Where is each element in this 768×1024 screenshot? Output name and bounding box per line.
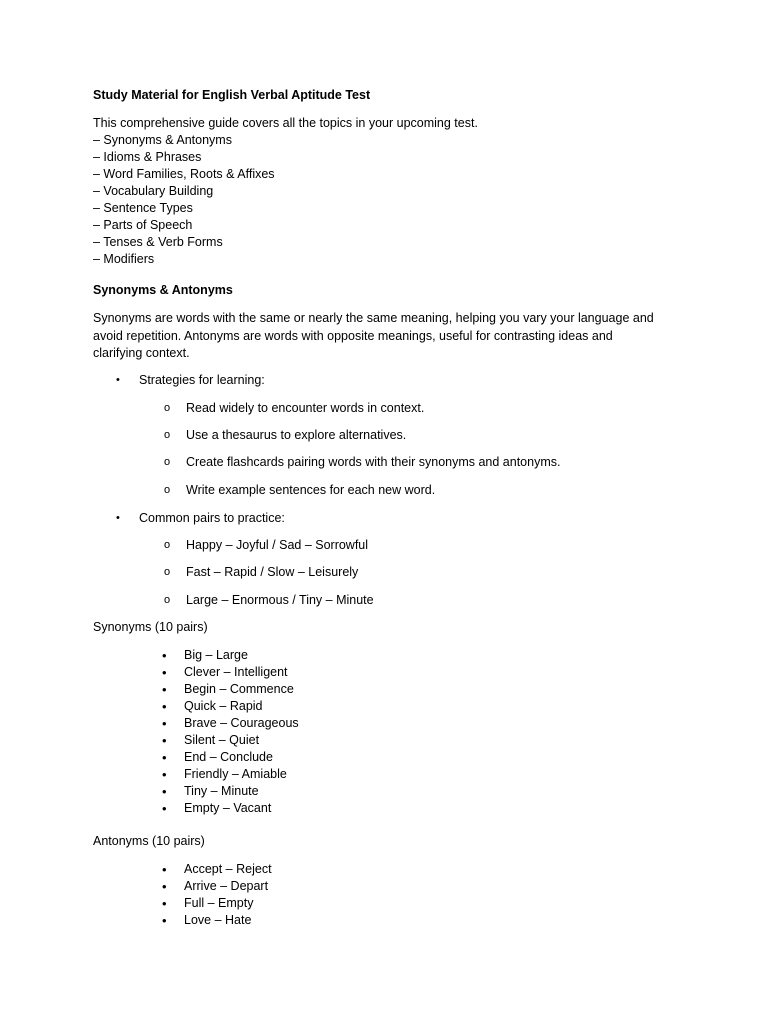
- bullet-icon: •: [162, 879, 167, 894]
- bullet-icon: •: [116, 374, 120, 386]
- common-pairs-label: Common pairs to practice:: [139, 511, 285, 525]
- synonym-text: Silent – Quiet: [184, 733, 260, 747]
- antonym-text: Full – Empty: [184, 896, 254, 910]
- list-item: [162, 664, 299, 681]
- synonym-text: Begin – Commence: [184, 682, 294, 696]
- bullet-icon: •: [162, 699, 167, 714]
- topic-item: – Idioms & Phrases: [93, 150, 202, 164]
- antonyms-label: Antonyms (10 pairs): [93, 834, 205, 848]
- synonym-text: End – Conclude: [184, 750, 273, 764]
- list-item: [164, 537, 369, 554]
- antonym-text: Love – Hate: [184, 913, 252, 927]
- list-item: [162, 783, 299, 800]
- list-item: [164, 482, 436, 499]
- bullet-icon: •: [162, 801, 167, 816]
- common-pair-text: Large – Enormous / Tiny – Minute: [186, 593, 374, 607]
- synonyms-label: Synonyms (10 pairs): [93, 620, 208, 634]
- antonym-list: [162, 861, 272, 929]
- synonym-text: Empty – Vacant: [184, 801, 272, 815]
- section-heading: Synonyms & Antonyms: [93, 283, 233, 297]
- strategy-text: Read widely to encounter words in context.: [186, 401, 425, 415]
- circle-bullet-icon: o: [164, 484, 171, 496]
- topic-item: – Sentence Types: [93, 201, 193, 215]
- paragraph-line: Synonyms are words with the same or nearly the same meaning, helping you vary your language and: [93, 311, 654, 325]
- circle-bullet-icon: o: [164, 429, 171, 441]
- list-item: [116, 510, 285, 527]
- strategy-text: Use a thesaurus to explore alternatives.: [186, 428, 407, 442]
- topic-item: – Tenses & Verb Forms: [93, 235, 223, 249]
- bullet-icon: •: [116, 512, 120, 524]
- antonym-text: Arrive – Depart: [184, 879, 269, 893]
- circle-bullet-icon: o: [164, 456, 171, 468]
- section-paragraph: [93, 310, 683, 363]
- circle-bullet-icon: o: [164, 594, 171, 606]
- bullet-icon: •: [162, 665, 167, 680]
- list-item: [162, 647, 299, 664]
- list-item: [162, 749, 299, 766]
- paragraph-line: avoid repetition. Antonyms are words with opposite meanings, useful for contrasting ideas and: [93, 328, 613, 343]
- synonym-text: Tiny – Minute: [184, 784, 259, 798]
- list-item: [162, 766, 299, 783]
- bullet-icon: •: [162, 682, 167, 697]
- synonym-text: Clever – Intelligent: [184, 665, 288, 679]
- bullet-icon: •: [162, 733, 167, 748]
- list-item: [164, 454, 561, 471]
- bullet-icon: •: [162, 767, 167, 782]
- intro-text: This comprehensive guide covers all the topics in your upcoming test.: [93, 116, 478, 130]
- bullet-icon: •: [162, 862, 167, 877]
- bullet-icon: •: [162, 784, 167, 799]
- bullet-icon: •: [162, 648, 167, 663]
- circle-bullet-icon: o: [164, 566, 171, 578]
- list-item: [162, 878, 272, 895]
- strategies-label: Strategies for learning:: [139, 373, 265, 387]
- topic-item: – Word Families, Roots & Affixes: [93, 167, 275, 181]
- list-item: [164, 400, 425, 417]
- antonym-text: Accept – Reject: [184, 862, 272, 876]
- paragraph-line: clarifying context.: [93, 346, 190, 360]
- topic-list: [93, 132, 275, 268]
- common-pair-text: Happy – Joyful / Sad – Sorrowful: [186, 538, 369, 552]
- list-item: [162, 732, 299, 749]
- circle-bullet-icon: o: [164, 402, 171, 414]
- circle-bullet-icon: o: [164, 539, 171, 551]
- list-item: [164, 564, 359, 581]
- bullet-icon: •: [162, 896, 167, 911]
- synonym-text: Big – Large: [184, 648, 248, 662]
- list-item: [162, 861, 272, 878]
- synonym-list: [162, 647, 299, 817]
- list-item: [162, 715, 299, 732]
- bullet-icon: •: [162, 750, 167, 765]
- common-pair-text: Fast – Rapid / Slow – Leisurely: [186, 565, 359, 579]
- list-item: [162, 681, 299, 698]
- synonym-text: Friendly – Amiable: [184, 767, 287, 781]
- topic-item: – Modifiers: [93, 252, 155, 266]
- list-item: [162, 912, 272, 929]
- strategy-text: Write example sentences for each new word.: [186, 483, 436, 497]
- strategy-text: Create flashcards pairing words with their synonyms and antonyms.: [186, 455, 561, 469]
- list-item: [162, 895, 272, 912]
- list-item: [116, 372, 265, 389]
- document-title: Study Material for English Verbal Aptitude Test: [93, 88, 371, 102]
- bullet-icon: •: [162, 716, 167, 731]
- list-item: [164, 592, 374, 609]
- synonym-text: Quick – Rapid: [184, 699, 263, 713]
- list-item: [162, 800, 299, 817]
- synonym-text: Brave – Courageous: [184, 716, 299, 730]
- topic-item: – Synonyms & Antonyms: [93, 133, 232, 147]
- topic-item: – Parts of Speech: [93, 218, 193, 232]
- bullet-icon: •: [162, 913, 167, 928]
- list-item: [164, 427, 407, 444]
- topic-item: – Vocabulary Building: [93, 184, 214, 198]
- list-item: [162, 698, 299, 715]
